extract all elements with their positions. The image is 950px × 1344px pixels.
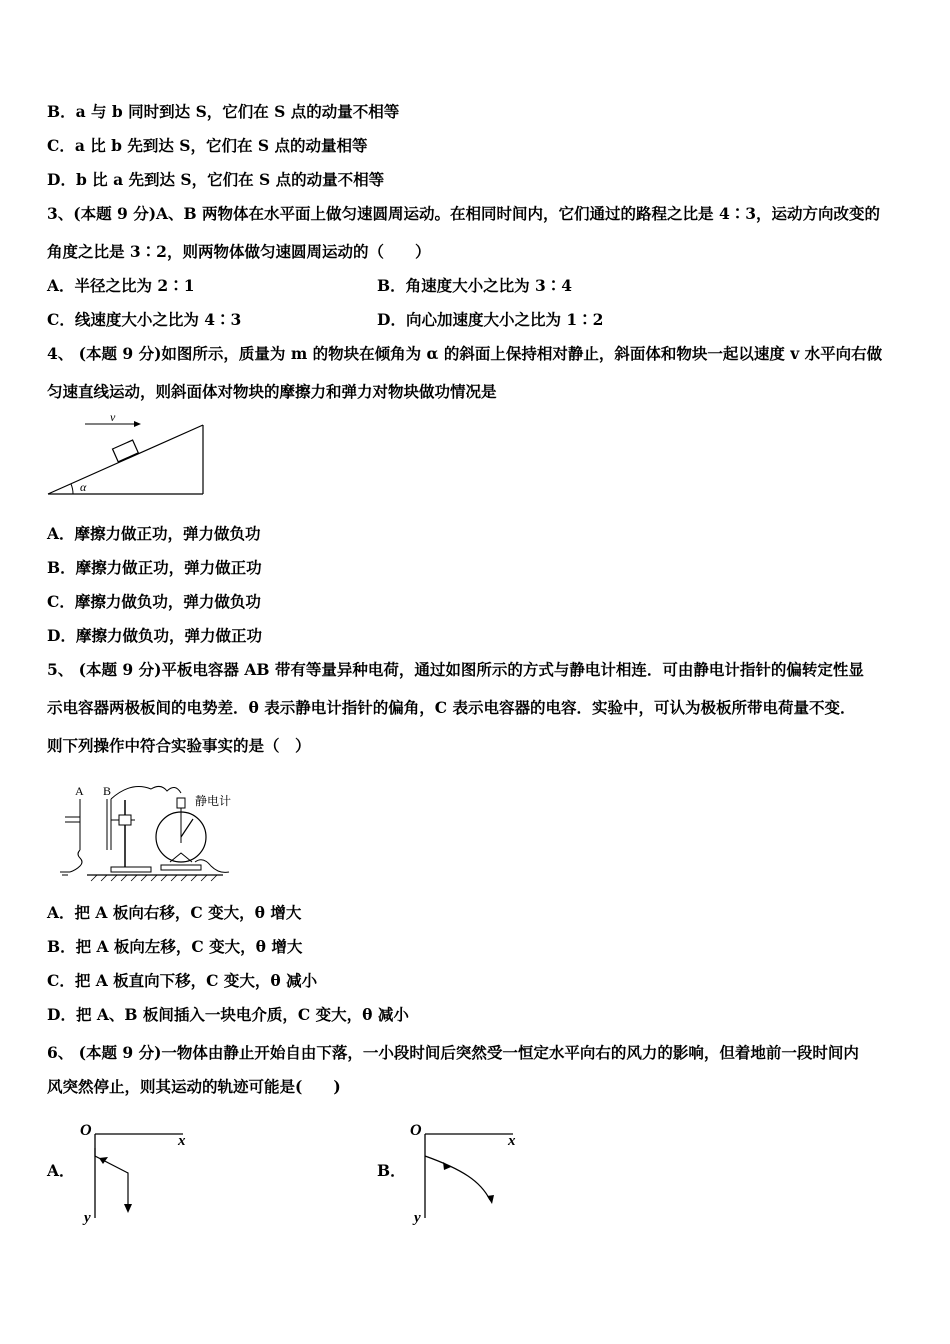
pointer (181, 819, 193, 837)
svg-text:x: x (508, 1133, 516, 1149)
q3-stem-line1: 3、(本题 9 分)A、B 两物体在水平面上做匀速圆周运动。在相同时间内，它们通过的路程之比是 4∶3，运动方向改变的 (47, 204, 881, 223)
q3-option-a: A．半径之比为 2∶1 (47, 276, 195, 295)
q2-option-d: D．b 比 a 先到达 S，它们在 S 点的动量不相等 (47, 170, 385, 189)
q5-option-d: D．把 A、B 板间插入一块电介质，C 变大，θ 减小 (47, 1005, 409, 1024)
q4-stem-line2: 匀速直线运动，则斜面体对物块的摩擦力和弹力对物块做功情况是 (47, 382, 497, 401)
q5-stem-line1: 5、 (本题 9 分)平板电容器 AB 带有等量异种电荷，通过如图所示的方式与静电计相连．可由静电计指针的偏转定性显 (47, 660, 864, 679)
q2-option-c: C．a 比 b 先到达 S，它们在 S 点的动量相等 (47, 136, 368, 155)
incline-figure (40, 405, 215, 500)
path-a (95, 1148, 128, 1208)
svg-text:O: O (410, 1122, 422, 1139)
q6-option-a: A． (47, 1161, 75, 1180)
electrometer-figure (55, 765, 255, 883)
svg-text:x: x (178, 1133, 186, 1149)
q3-option-c: C．线速度大小之比为 4∶3 (47, 310, 242, 329)
velocity-label: v (110, 410, 116, 424)
plate-b-label: B (103, 784, 112, 798)
q5-stem-line3: 则下列操作中符合实验事实的是（ ） (47, 736, 311, 755)
q4-option-a: A．摩擦力做正功，弹力做负功 (47, 524, 261, 543)
q6-stem-line2: 风突然停止，则其运动的轨迹可能是( ) (47, 1077, 341, 1096)
q5-option-b: B．把 A 板向左移，C 变大，θ 增大 (47, 937, 303, 956)
q5-option-c: C．把 A 板直向下移，C 变大，θ 减小 (47, 971, 318, 990)
q3-option-d: D．向心加速度大小之比为 1∶2 (377, 310, 604, 329)
angle-label: α (80, 480, 87, 494)
q5-option-a: A．把 A 板向右移，C 变大，θ 增大 (47, 903, 302, 922)
q3-stem-line2: 角度之比是 3∶2，则两物体做匀速圆周运动的（ ） (47, 242, 431, 261)
q4-option-d: D．摩擦力做负功，弹力做正功 (47, 626, 262, 645)
q5-stem-line2: 示电容器两极板间的电势差．θ 表示静电计指针的偏角，C 表示电容器的电容．实验中，可认为极板所带电荷量不变． (47, 698, 856, 717)
svg-text:y: y (84, 1210, 91, 1226)
electrometer-label: 静电计 (195, 794, 232, 808)
q6-option-b: B． (377, 1161, 406, 1180)
svg-text:O: O (80, 1122, 92, 1139)
q6-stem-line1: 6、 (本题 9 分)一物体由静止开始自由下落，一小段时间后突然受一恒定水平向右的风力的影响，但着地前一段时间内 (47, 1043, 859, 1062)
plate-a-label: A (75, 784, 84, 798)
block (113, 440, 139, 462)
q3-option-b: B．角速度大小之比为 3∶4 (377, 276, 573, 295)
svg-text:y: y (414, 1210, 421, 1226)
q4-option-b: B．摩擦力做正功，弹力做正功 (47, 558, 262, 577)
q2-option-b: B．a 与 b 同时到达 S，它们在 S 点的动量不相等 (47, 102, 400, 121)
trajectory-figure-b (408, 1118, 528, 1228)
path-b (425, 1156, 490, 1200)
q4-option-c: C．摩擦力做负功，弹力做负功 (47, 592, 261, 611)
q4-stem-line1: 4、 (本题 9 分)如图所示，质量为 m 的物块在倾角为 α 的斜面上保持相对静止，斜面体和物块一起以速度 v 水平向右做 (47, 344, 883, 363)
trajectory-figure-a (78, 1118, 198, 1228)
